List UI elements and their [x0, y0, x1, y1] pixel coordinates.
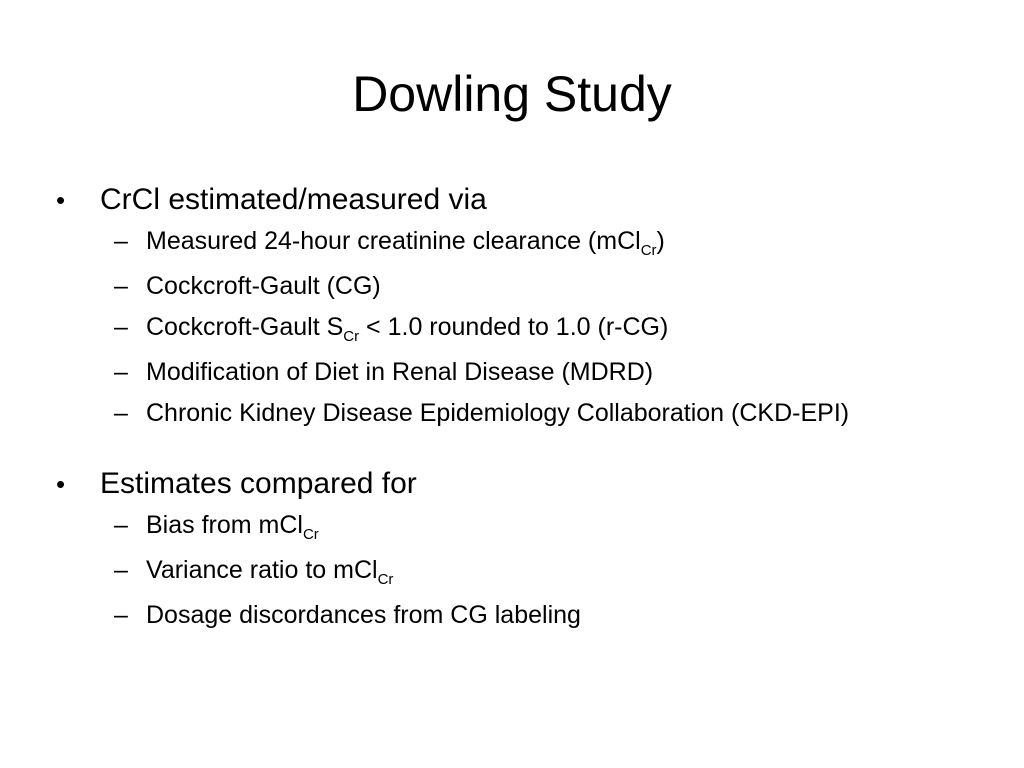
sub-bullet-text-main: Chronic Kidney Disease Epidemiology Collaboration (CKD-EPI)	[146, 399, 850, 427]
sub-bullet-item	[56, 226, 956, 260]
bullet-text: Estimates compared for	[100, 467, 417, 500]
sub-bullet-text-main: Measured 24-hour creatinine clearance (mCl	[146, 227, 641, 255]
dash-icon: –	[114, 511, 128, 539]
sub-bullet-text	[146, 398, 956, 428]
bullet-item	[56, 178, 956, 222]
sub-bullet-text	[146, 226, 956, 260]
bullet-text: CrCl estimated/measured via	[100, 183, 487, 216]
bullet-dot-icon: •	[56, 185, 66, 215]
sub-bullet-text-main: Dosage discordances from CG labeling	[146, 601, 581, 629]
bullet-dot-icon: •	[56, 469, 66, 499]
sub-bullet-text-suffix: )	[656, 227, 665, 255]
dash-icon: –	[114, 399, 128, 427]
sub-bullet-item	[56, 271, 956, 301]
sub-bullet-text	[146, 555, 956, 589]
sub-bullet-text	[146, 312, 956, 346]
slide-title: Dowling Study	[352, 66, 672, 122]
dash-icon: –	[114, 313, 128, 341]
dash-icon: –	[114, 227, 128, 255]
bullet-item	[56, 462, 956, 506]
sub-bullet-text-main: Modification of Diet in Renal Disease (MDRD)	[146, 358, 654, 386]
sub-bullet-item	[56, 510, 956, 544]
sub-bullet-item	[56, 555, 956, 589]
dash-icon: –	[114, 601, 128, 629]
sub-bullet-text	[146, 510, 956, 544]
subscript: Cr	[302, 526, 319, 543]
dash-icon: –	[114, 272, 128, 300]
sub-bullet-text-main: Cockcroft-Gault S	[146, 313, 344, 341]
sub-bullet-text	[146, 357, 956, 387]
sub-bullet-item	[56, 312, 956, 346]
dash-icon: –	[114, 556, 128, 584]
subscript: Cr	[640, 242, 657, 259]
sub-bullet-text-main: Bias from mCl	[146, 511, 303, 539]
sub-bullet-text-main: Variance ratio to mCl	[146, 556, 378, 584]
dash-icon: –	[114, 358, 128, 386]
sub-bullet-list	[56, 226, 956, 428]
sub-bullet-item	[56, 600, 956, 630]
subscript: Cr	[343, 328, 360, 345]
sub-bullet-text	[146, 271, 956, 301]
sub-bullet-text-suffix: < 1.0 rounded to 1.0 (r-CG)	[359, 313, 669, 341]
subscript: Cr	[377, 571, 394, 588]
sub-bullet-list	[56, 510, 956, 630]
sub-bullet-item	[56, 398, 956, 428]
sub-bullet-text-main: Cockcroft-Gault (CG)	[146, 272, 381, 300]
slide-content	[56, 178, 956, 630]
sub-bullet-text	[146, 600, 956, 630]
sub-bullet-item	[56, 357, 956, 387]
